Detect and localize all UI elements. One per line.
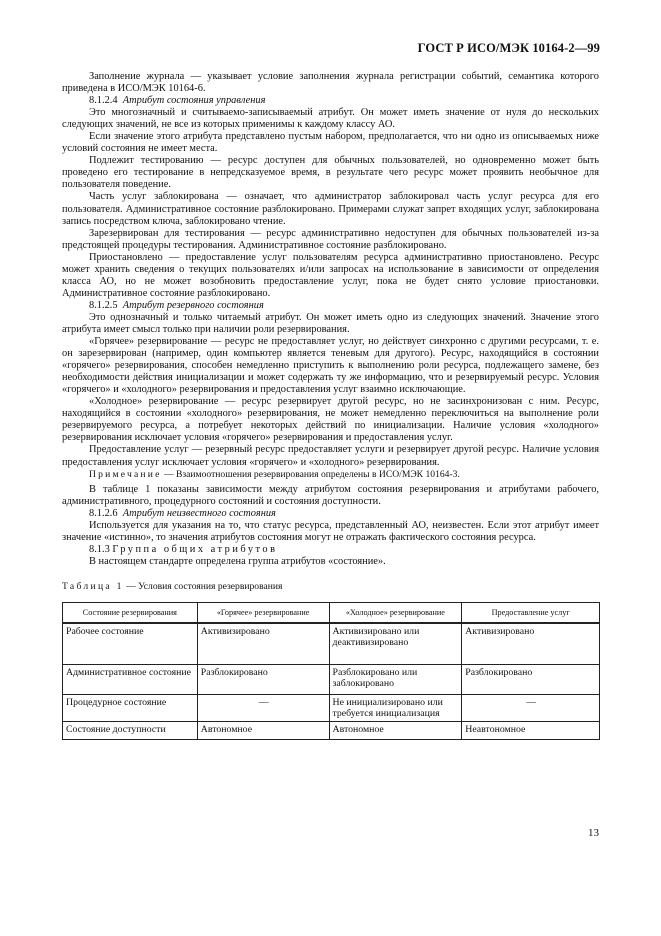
table-cell: Состояние доступности [63,721,198,739]
section-title: Группа общих атрибутов [112,543,278,555]
section-heading [62,508,599,520]
section-heading [62,300,599,312]
table-header-cell: «Холодное» резервирование [329,602,462,623]
document-header: ГОСТ Р ИСО/МЭК 10164-2—99 [417,41,600,55]
table-cell: Разблокировано или заблокировано [329,664,462,694]
table-cell: Автономное [197,721,329,739]
table-cell: Активизировано [462,623,600,665]
table-caption-text: — Условия состояния резервирования [126,580,283,592]
section-heading [62,95,599,107]
table-caption [62,581,599,593]
table-cell: Неавтономное [462,721,600,739]
document-body [62,71,599,740]
table-header-cell: Состояние резервирования [63,602,198,623]
reservation-conditions-table [62,602,600,740]
paragraph: Это многозначный и считываемо-записываемый атрибут. Он может иметь значение от нуля до нескольких следующих значений, не все из которых применимы к каждому классу АО. [62,107,599,131]
page-number: 13 [588,827,599,839]
section-title: Атрибут состояния управления [122,95,266,107]
paragraph: Часть услуг заблокирована — означает, что администратор заблокировал часть услуг ресурса для его пользователя. Административное состояние разблокировано. Примерами служат запрет входящих услуг, заблокирована запись посредством ключа, заблокировано чтение. [62,191,599,227]
table-header-cell: Предоставление услуг [462,602,600,623]
paragraph: В таблице 1 показаны зависимости между атрибутом состояния резервирования и атрибутами рабочего, административного, процедурного состояний и состояния доступности. [62,483,599,507]
paragraph: В настоящем стандарте определена группа атрибутов «состояние». [89,555,386,567]
section-number: 8.1.2.5 [89,299,118,311]
note [62,469,599,481]
table-row [63,623,600,665]
table-header-row [63,602,600,623]
table-cell: Автономное [329,721,462,739]
table-cell: Разблокировано [462,664,600,694]
table-cell: Процедурное состояние [63,694,198,721]
note-label: Примечание [89,468,162,480]
section-title: Атрибут резервного состояния [122,299,264,311]
section-number: 8.1.2.6 [89,507,118,519]
table-cell: Активизировано [197,623,329,665]
paragraph: Предоставление услуг — резервный ресурс предоставляет услуги и резервирует другой ресурс. Наличие условия предоставления услуг исключает условия «горячего» и «холодного» резервирования. [62,444,599,468]
table-cell: — [462,694,600,721]
table-cell: Разблокировано [197,664,329,694]
paragraph: Это однозначный и только читаемый атрибут. Он может иметь одно из следующих значений. Значение этого атрибута имеет смысл только при наличии роли резервирования. [62,311,599,335]
paragraph: «Горячее» резервирование — ресурс не предоставляет услуг, но действует синхронно с другими ресурсами, т. е. он зарезервирован (например, один компьютер является теневым для другого). Ресурс, находящийся в состоянии «горячего» резервирования, способен немедленно приступить к выполнению роли ресурса, подлежащего замене, без необходимости действия инициализации и может содержать ту же информацию, что и резервируемый ресурс. Условия «горячего» и «холодного» резервирования и предоставления услуг взаимно исключающие. [62,336,599,396]
paragraph: Используется для указания на то, что статус ресурса, представленный АО, неизвестен. Если этот атрибут имеет значение «истинно», то значения атрибутов состояния могут не отражать фактического состояния ресурса. [62,519,599,543]
section-heading [62,544,599,556]
note-text: — Взаимоотношения резервирования определены в ИСО/МЭК 10164-3. [163,468,460,480]
section-number: 8.1.2.4 [89,95,118,107]
paragraph: Заполнение журнала — указывает условие заполнения журнала регистрации событий, семантика которого приведена в ИСО/МЭК 10164-6. [62,71,599,95]
table-cell: Рабочее состояние [63,623,198,665]
paragraph: Приостановлено — предоставление услуг пользователям ресурса административно приостановлено. Ресурс может хранить сведения о текущих пользователях и/или запросах на использование в зависимости от определения класса АО, но не может возобновить предоставление услуг, пока не будет снято условие приостановки. Административное состояние разблокировано. [62,251,599,299]
paragraph: Зарезервирован для тестирования — ресурс административно недоступен для обычных пользователей из-за предстоящей процедуры тестирования. Административное состояние разблокировано. [62,227,599,251]
paragraph: «Холодное» резервирование — ресурс резервирует другой ресурс, но не засинхронизован с ним. Ресурс, находящийся в состоянии «холодного» резервирования, не может немедленно переключиться на выполнение роли резервируемого ресурса, а потребует некоторых действий по инициализации. Наличие условия «холодного» резервирования исключает условия «горячего» резервирования и предоставления услуг. [62,396,599,444]
paragraph: Если значение этого атрибута представлено пустым набором, предполагается, что ни одно из описываемых ниже условий состояния не имеет места. [62,131,599,155]
paragraph: Подлежит тестированию — ресурс доступен для обычных пользователей, но одновременно может быть проведено его тестирование в непредсказуемое время, в результате чего ресурс может проявить необычное для пользователя поведение. [62,155,599,191]
table-row [63,664,600,694]
table-cell: Не инициализировано или требуется инициализация [329,694,462,721]
section-title: Атрибут неизвестного состояния [122,507,276,519]
table-cell: Активизировано или деактивизировано [329,623,462,665]
table-caption-label: Таблица 1 [62,580,124,592]
table-row [63,694,600,721]
section-number: 8.1.3 [89,543,110,555]
table-cell: — [197,694,329,721]
table-header-cell: «Горячее» резервирование [197,602,329,623]
table-cell: Административное состояние [63,664,198,694]
table-row [63,721,600,739]
